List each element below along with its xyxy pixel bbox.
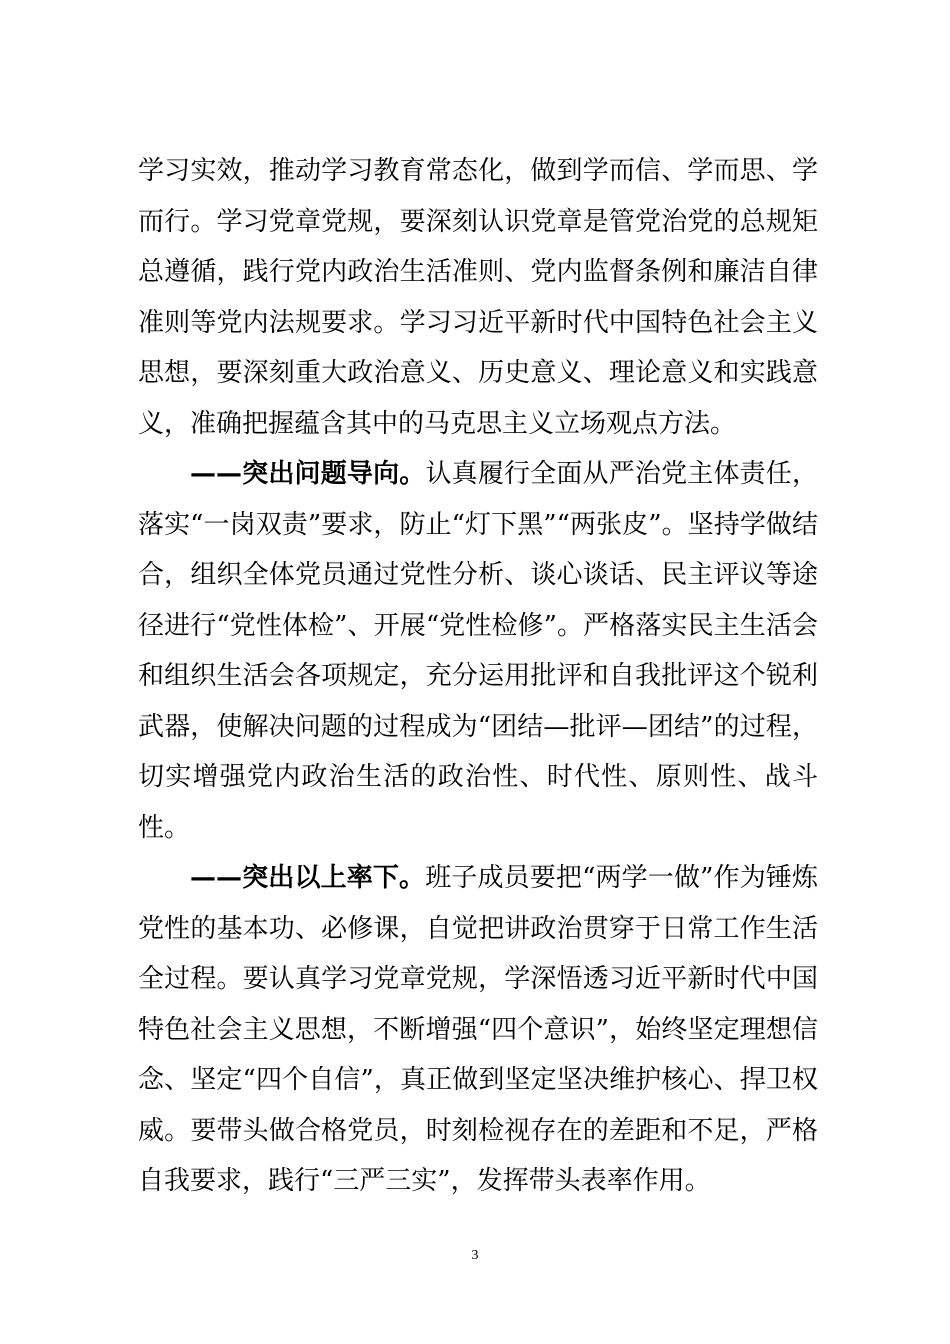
paragraph-heading: ——突出问题导向。 xyxy=(190,459,426,489)
paragraph-problem-oriented xyxy=(138,449,818,853)
paragraph-lead-by-example xyxy=(138,853,818,1207)
paragraph-heading: ——突出以上率下。 xyxy=(190,863,426,893)
paragraph-text: 班子成员要把“两学一做”作为锤炼党性的基本功、必修课，自觉把讲政治贯穿于日常工作生活全过程。要认真学习党章党规，学深悟透习近平新时代中国特色社会主义思想，不断增强“四个意识”，始终坚定理想信念、坚定“四个自信”，真正做到坚定坚决维护核心、捍卫权威。要带头做合格党员，时刻检视存在的差距和不足，严格自我要求，践行“三严三实”，发挥带头表率作用。 xyxy=(138,863,818,1196)
paragraph-text: 认真履行全面从严治党主体责任，落实“一岗双责”要求，防止“灯下黑”“两张皮”。坚持学做结合，组织全体党员通过党性分析、谈心谈话、民主评议等途径进行“党性体检”、开展“党性检修”。严格落实民主生活会和组织生活会各项规定，充分运用批评和自我批评这个锐利武器，使解决问题的过程成为“团结—批评—团结”的过程，切实增强党内政治生活的政治性、时代性、原则性、战斗性。 xyxy=(138,459,818,843)
document-body xyxy=(138,146,818,1207)
paragraph-study-effectiveness xyxy=(138,146,818,449)
page-number: 3 xyxy=(471,1248,479,1263)
paragraph-text: 学习实效，推动学习教育常态化，做到学而信、学而思、学而行。学习党章党规，要深刻认识党章是管党治党的总规矩总遵循，践行党内政治生活准则、党内监督条例和廉洁自律准则等党内法规要求。学习习近平新时代中国特色社会主义思想，要深刻重大政治意义、历史意义、理论意义和实践意义，准确把握蕴含其中的马克思主义立场观点方法。 xyxy=(138,156,818,439)
